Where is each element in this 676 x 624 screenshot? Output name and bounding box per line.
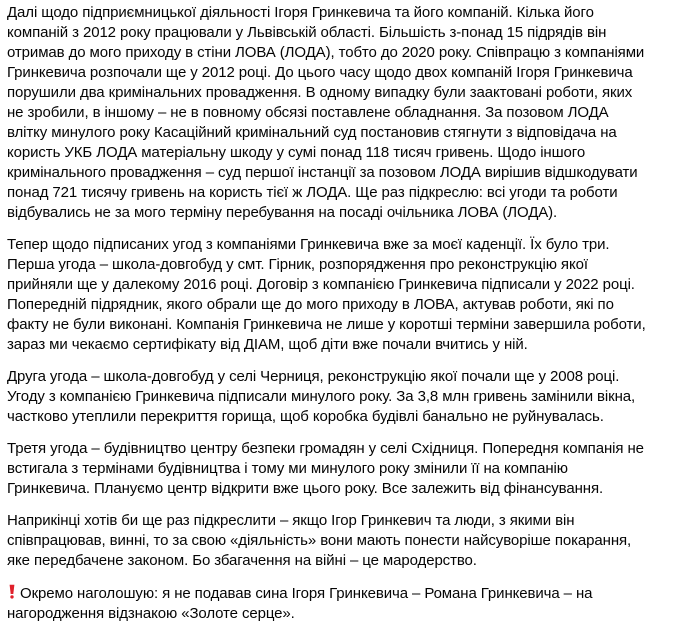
paragraph-third-agreement [7,439,669,499]
text-line: отримав до мого приходу в стіни ЛОВА (ЛОДА), тобто до 2020 року. Співпрацю з компаніями [7,44,645,61]
text-line: порушили два кримінальних провадження. В одному випадку були заактовані роботи, яких [7,84,633,101]
text-line: встигала з термінами будівництва і тому ми минулого року змінили її на компанію [7,460,568,477]
text-line: Окремо наголошую: я не подавав сина Ігоря Гринкевича – Романа Гринкевича – на [20,585,593,602]
text-line: відбувались не за мого терміну перебування на посаді очільника ЛОВА (ЛОДА). [7,204,558,221]
text-line: факту не були виконані. Компанія Гринкевича не лише у коротші терміни завершила роботи, [7,316,646,333]
text-line: яке передбачене законом. Бо збагачення на війні – це мародерство. [7,552,477,569]
text-line: користь УКБ ЛОДА матеріальну шкоду у сумі понад 118 тисяч гривень. Щодо іншого [7,144,586,161]
paragraph-signed-agreements [7,235,669,355]
text-line: Попередній підрядник, якого обрали ще до мого приходу в ЛОВА, актував роботи, які по [7,296,614,313]
text-line: Далі щодо підприємницької діяльності Ігоря Гринкевича та його компаній. Кілька його [7,4,594,21]
paragraph-companies-history [7,3,669,223]
text-line: нагородження відзнакою «Золоте серце». [7,605,295,622]
text-line: зараз ми чекаємо сертифікату від ДІАМ, щоб діти вже почали вчитись у ній. [7,336,528,353]
text-line: співпрацював, винні, то за свою «діяльність» вони мають понести найсуворіше покарання, [7,532,632,549]
text-line: Угоду з компанією Гринкевича підписали минулого року. За 3,8 млн гривень замінили вікна, [7,388,636,405]
post-body [7,3,669,624]
text-line: понад 721 тисячу гривень на користь тієї ж ЛОДА. Ще раз підкреслю: всі угоди та роботи [7,184,618,201]
text-line: Наприкінці хотів би ще раз підкреслити – якщо Ігор Гринкевич та люди, з якими він [7,512,575,529]
text-line: компаній з 2012 року працювали у Львівській області. Більшість з-понад 15 підрядів він [7,24,607,41]
text-line: Третя угода – будівництво центру безпеки громадян у селі Східниця. Попередня компанія не [7,440,644,457]
text-line: не зробили, в іншому – не в повному обсязі поставлене обладнання. За позовом ЛОДА [7,104,609,121]
text-line: прийняли ще у далекому 2016 році. Договір з компанією Гринкевича підписали у 2022 році. [7,276,635,293]
red-exclamation-mark-icon [7,584,17,599]
paragraph-second-agreement [7,367,669,427]
text-line-with-emoji [7,583,669,604]
text-line: частково утеплили перекриття горища, щоб коробка будівлі банально не руйнувалась. [7,408,604,425]
text-line: Тепер щодо підписаних угод з компаніями Гринкевича вже за моєї каденції. Їх було три. [7,236,610,253]
text-line: Перша угода – школа-довгобуд у смт. Гірник, розпорядження про реконструкцію якої [7,256,588,273]
text-line: Гринкевича. Плануємо центр відкрити вже цього року. Все залежить від фінансування. [7,480,604,497]
paragraph-conclusion [7,511,669,571]
text-line: кримінального провадження – суд першої інстанції за позовом ЛОДА вирішив відшкодувати [7,164,638,181]
text-line: влітку минулого року Касаційний кримінальний суд постановив стягнути з відповідача на [7,124,617,141]
paragraph-award-note [7,583,669,624]
text-line: Друга угода – школа-довгобуд у селі Черниця, реконструкцію якої почали ще у 2008 році. [7,368,620,385]
text-line: Гринкевича розпочали ще у 2012 році. До цього часу щодо двох компаній Ігоря Гринкевича [7,64,633,81]
